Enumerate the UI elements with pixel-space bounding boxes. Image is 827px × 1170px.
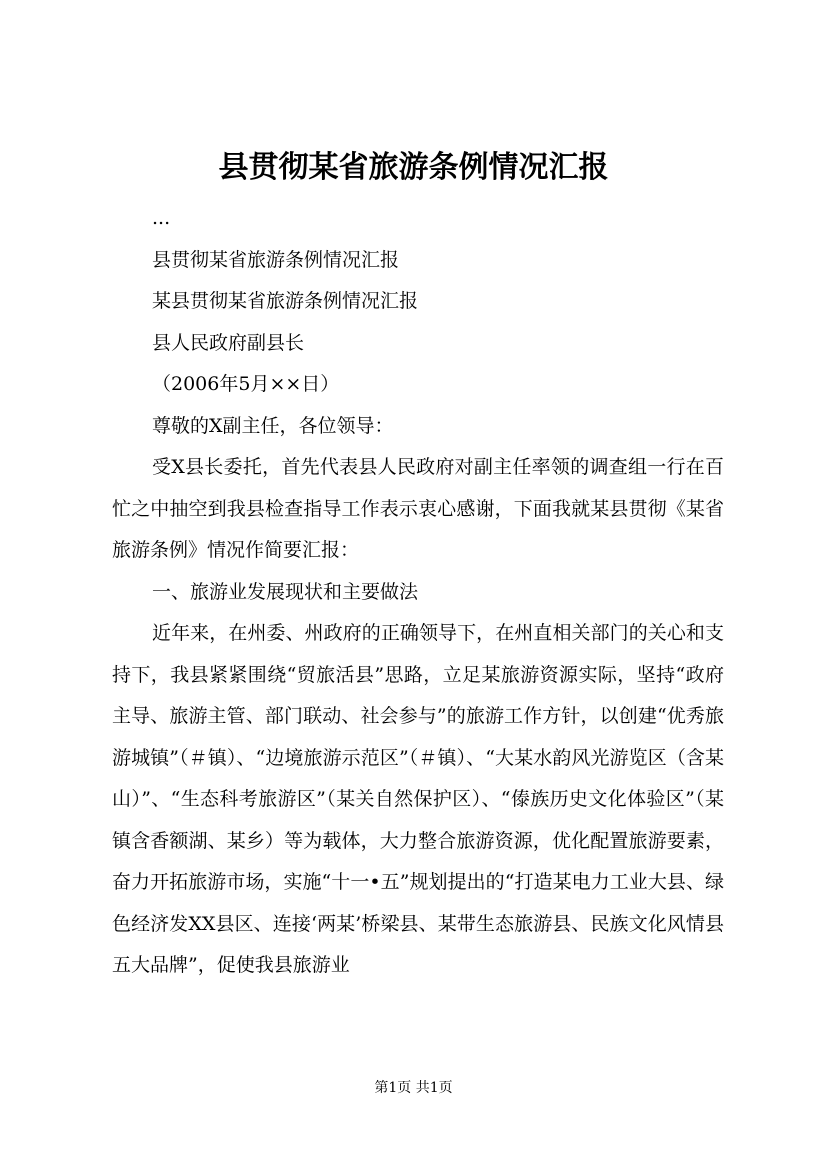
paragraph-subtitle: 某县贯彻某省旅游条例情况汇报 xyxy=(152,290,419,312)
paragraph-body: 近年来，在州委、州政府的正确领导下，在州直相关部门的关心和支持下，我县紧紧围绕“贸旅活县”思路，立足某旅游资源实际，坚持“政府主导、旅游主管、部门联动、社会参与”的旅游工作方针，以创建“优秀旅游城镇”（＃镇）、“边境旅游示范区”（＃镇）、“大某水韵风光游览区（含某山）”、“生态科考旅游区”（某关自然保护区）、“傣族历史文化体验区”（某镇含香额湖、某乡）等为载体，大力整合旅游资源，优化配置旅游要素，奋力开拓旅游市场，实施“十一•五”规划提出的“打造某电力工业大县、绿色经济发XX县区、连接‘两某’桥梁县、某带生态旅游县、民族文化风情县五大品牌”，促使我县旅游业 xyxy=(112,622,724,976)
document-body xyxy=(112,198,724,987)
paragraph-intro: 受X县长委托，首先代表县人民政府对副主任率领的调查组一行在百忙之中抽空到我县检查指导工作表示衷心感谢，下面我就某县贯彻《某省旅游条例》情况作简要汇报： xyxy=(112,456,724,561)
paragraph-section-heading: 一、旅游业发展现状和主要做法 xyxy=(152,580,419,603)
document-title: 县贯彻某省旅游条例情况汇报 xyxy=(218,150,609,185)
paragraph-ellipsis: ... xyxy=(152,207,171,229)
paragraph-heading: 县贯彻某省旅游条例情况汇报 xyxy=(152,248,400,271)
paragraph-salutation: 尊敬的X副主任，各位领导： xyxy=(152,414,394,437)
page-footer: 第1页 共1页 xyxy=(374,1080,453,1096)
paragraph-date: （2006年5月××日） xyxy=(152,373,340,395)
paragraph-author: 县人民政府副县长 xyxy=(152,331,305,354)
